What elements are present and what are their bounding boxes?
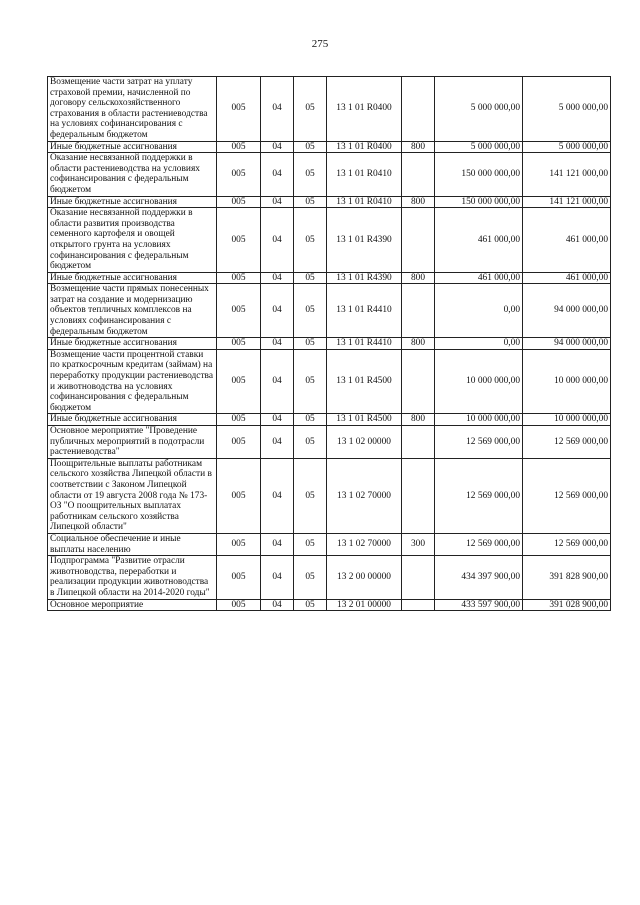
amount-year2-cell: 10 000 000,00 — [523, 349, 611, 414]
ministry-code-cell: 005 — [217, 426, 261, 459]
expense-type-cell — [402, 349, 435, 414]
ministry-code-cell: 005 — [217, 599, 261, 611]
amount-year2-cell: 461 000,00 — [523, 272, 611, 284]
table-row — [48, 414, 611, 426]
ministry-code-cell: 005 — [217, 533, 261, 555]
amount-year1-cell: 12 569 000,00 — [435, 458, 523, 533]
subsection-code-cell: 05 — [294, 349, 327, 414]
table-row — [48, 208, 611, 273]
amount-year1-cell: 433 597 900,00 — [435, 599, 523, 611]
subsection-code-cell: 05 — [294, 272, 327, 284]
row-name-cell: Возмещение части процентной ставки по краткосрочным кредитам (займам) на переработку продукции растениеводства и животноводства на условиях софинансирования с федеральным бюджетом — [48, 349, 217, 414]
expense-type-cell: 800 — [402, 338, 435, 350]
amount-year2-cell: 391 828 900,00 — [523, 556, 611, 599]
target-article-cell: 13 1 01 R4500 — [327, 414, 402, 426]
section-code-cell: 04 — [261, 77, 294, 142]
table-row — [48, 599, 611, 611]
target-article-cell: 13 1 02 00000 — [327, 426, 402, 459]
target-article-cell: 13 1 01 R4410 — [327, 338, 402, 350]
expense-type-cell: 800 — [402, 272, 435, 284]
row-name-cell: Основное мероприятие — [48, 599, 217, 611]
amount-year2-cell: 12 569 000,00 — [523, 458, 611, 533]
row-name-cell: Оказание несвязанной поддержки в области растениеводства на условиях софинансирования с федеральным бюджетом — [48, 153, 217, 196]
expense-type-cell — [402, 426, 435, 459]
expense-type-cell — [402, 77, 435, 142]
target-article-cell: 13 1 02 70000 — [327, 458, 402, 533]
target-article-cell: 13 1 01 R4390 — [327, 272, 402, 284]
target-article-cell: 13 1 01 R4390 — [327, 208, 402, 273]
amount-year1-cell: 5 000 000,00 — [435, 77, 523, 142]
section-code-cell: 04 — [261, 414, 294, 426]
subsection-code-cell: 05 — [294, 208, 327, 273]
subsection-code-cell: 05 — [294, 556, 327, 599]
subsection-code-cell: 05 — [294, 284, 327, 338]
amount-year1-cell: 12 569 000,00 — [435, 426, 523, 459]
expense-type-cell — [402, 458, 435, 533]
expense-type-cell: 800 — [402, 414, 435, 426]
row-name-cell: Иные бюджетные ассигнования — [48, 338, 217, 350]
table-row — [48, 272, 611, 284]
amount-year2-cell: 391 028 900,00 — [523, 599, 611, 611]
subsection-code-cell: 05 — [294, 533, 327, 555]
amount-year2-cell: 94 000 000,00 — [523, 284, 611, 338]
table-row — [48, 426, 611, 459]
expense-type-cell — [402, 153, 435, 196]
section-code-cell: 04 — [261, 426, 294, 459]
section-code-cell: 04 — [261, 272, 294, 284]
subsection-code-cell: 05 — [294, 414, 327, 426]
expense-type-cell — [402, 599, 435, 611]
row-name-cell: Иные бюджетные ассигнования — [48, 272, 217, 284]
ministry-code-cell: 005 — [217, 208, 261, 273]
target-article-cell: 13 1 01 R0400 — [327, 141, 402, 153]
section-code-cell: 04 — [261, 556, 294, 599]
table-row — [48, 556, 611, 599]
section-code-cell: 04 — [261, 599, 294, 611]
amount-year1-cell: 461 000,00 — [435, 208, 523, 273]
page-number: 275 — [311, 38, 329, 50]
ministry-code-cell: 005 — [217, 349, 261, 414]
section-code-cell: 04 — [261, 153, 294, 196]
subsection-code-cell: 05 — [294, 599, 327, 611]
subsection-code-cell: 05 — [294, 77, 327, 142]
budget-table — [47, 76, 611, 611]
amount-year2-cell: 5 000 000,00 — [523, 77, 611, 142]
section-code-cell: 04 — [261, 196, 294, 208]
ministry-code-cell: 005 — [217, 556, 261, 599]
target-article-cell: 13 1 01 R4410 — [327, 284, 402, 338]
target-article-cell: 13 2 01 00000 — [327, 599, 402, 611]
ministry-code-cell: 005 — [217, 196, 261, 208]
ministry-code-cell: 005 — [217, 458, 261, 533]
target-article-cell: 13 2 00 00000 — [327, 556, 402, 599]
row-name-cell: Иные бюджетные ассигнования — [48, 196, 217, 208]
amount-year2-cell: 141 121 000,00 — [523, 153, 611, 196]
row-name-cell: Основное мероприятие "Проведение публичных мероприятий в подотрасли растениеводства" — [48, 426, 217, 459]
expense-type-cell: 300 — [402, 533, 435, 555]
expense-type-cell: 800 — [402, 141, 435, 153]
subsection-code-cell: 05 — [294, 196, 327, 208]
row-name-cell: Иные бюджетные ассигнования — [48, 141, 217, 153]
ministry-code-cell: 005 — [217, 414, 261, 426]
target-article-cell: 13 1 02 70000 — [327, 533, 402, 555]
amount-year2-cell: 5 000 000,00 — [523, 141, 611, 153]
row-name-cell: Подпрограмма "Развитие отрасли животноводства, переработки и реализации продукции животноводства в Липецкой области на 2014-2020 годы" — [48, 556, 217, 599]
amount-year1-cell: 10 000 000,00 — [435, 349, 523, 414]
section-code-cell: 04 — [261, 141, 294, 153]
section-code-cell: 04 — [261, 349, 294, 414]
section-code-cell: 04 — [261, 284, 294, 338]
amount-year1-cell: 150 000 000,00 — [435, 196, 523, 208]
section-code-cell: 04 — [261, 338, 294, 350]
section-code-cell: 04 — [261, 208, 294, 273]
expense-type-cell: 800 — [402, 196, 435, 208]
table-row — [48, 196, 611, 208]
amount-year1-cell: 5 000 000,00 — [435, 141, 523, 153]
expense-type-cell — [402, 208, 435, 273]
row-name-cell: Иные бюджетные ассигнования — [48, 414, 217, 426]
target-article-cell: 13 1 01 R0410 — [327, 153, 402, 196]
expense-type-cell — [402, 284, 435, 338]
ministry-code-cell: 005 — [217, 284, 261, 338]
target-article-cell: 13 1 01 R4500 — [327, 349, 402, 414]
ministry-code-cell: 005 — [217, 338, 261, 350]
table-row — [48, 153, 611, 196]
table-row — [48, 77, 611, 142]
ministry-code-cell: 005 — [217, 141, 261, 153]
table-row — [48, 458, 611, 533]
amount-year2-cell: 461 000,00 — [523, 208, 611, 273]
table-row — [48, 338, 611, 350]
table-body — [48, 77, 611, 611]
table-row — [48, 533, 611, 555]
amount-year1-cell: 12 569 000,00 — [435, 533, 523, 555]
amount-year2-cell: 94 000 000,00 — [523, 338, 611, 350]
table-row — [48, 141, 611, 153]
row-name-cell: Возмещение части прямых понесенных затрат на создание и модернизацию объектов тепличных комплексов на условиях софинансирования с федеральным бюджетом — [48, 284, 217, 338]
target-article-cell: 13 1 01 R0400 — [327, 77, 402, 142]
amount-year2-cell: 12 569 000,00 — [523, 533, 611, 555]
subsection-code-cell: 05 — [294, 426, 327, 459]
ministry-code-cell: 005 — [217, 272, 261, 284]
amount-year1-cell: 434 397 900,00 — [435, 556, 523, 599]
target-article-cell: 13 1 01 R0410 — [327, 196, 402, 208]
ministry-code-cell: 005 — [217, 153, 261, 196]
table-row — [48, 284, 611, 338]
subsection-code-cell: 05 — [294, 338, 327, 350]
amount-year2-cell: 141 121 000,00 — [523, 196, 611, 208]
expense-type-cell — [402, 556, 435, 599]
subsection-code-cell: 05 — [294, 141, 327, 153]
row-name-cell: Оказание несвязанной поддержки в области развития производства семенного картофеля и овощей открытого грунта на условиях софинансирования с федеральным бюджетом — [48, 208, 217, 273]
ministry-code-cell: 005 — [217, 77, 261, 142]
amount-year2-cell: 10 000 000,00 — [523, 414, 611, 426]
amount-year1-cell: 461 000,00 — [435, 272, 523, 284]
subsection-code-cell: 05 — [294, 153, 327, 196]
amount-year1-cell: 150 000 000,00 — [435, 153, 523, 196]
subsection-code-cell: 05 — [294, 458, 327, 533]
amount-year1-cell: 0,00 — [435, 284, 523, 338]
amount-year2-cell: 12 569 000,00 — [523, 426, 611, 459]
section-code-cell: 04 — [261, 458, 294, 533]
row-name-cell: Социальное обеспечение и иные выплаты населению — [48, 533, 217, 555]
row-name-cell: Возмещение части затрат на уплату страховой премии, начисленной по договору сельскохозяйственного страхования в области растениеводства на условиях софинансирования с федеральным бюджетом — [48, 77, 217, 142]
row-name-cell: Поощрительные выплаты работникам сельского хозяйства Липецкой области в соответствии с Законом Липецкой области от 19 августа 2008 года № 173-ОЗ "О поощрительных выплатах работникам сельского хозяйства Липецкой области" — [48, 458, 217, 533]
section-code-cell: 04 — [261, 533, 294, 555]
amount-year1-cell: 10 000 000,00 — [435, 414, 523, 426]
amount-year1-cell: 0,00 — [435, 338, 523, 350]
table-row — [48, 349, 611, 414]
